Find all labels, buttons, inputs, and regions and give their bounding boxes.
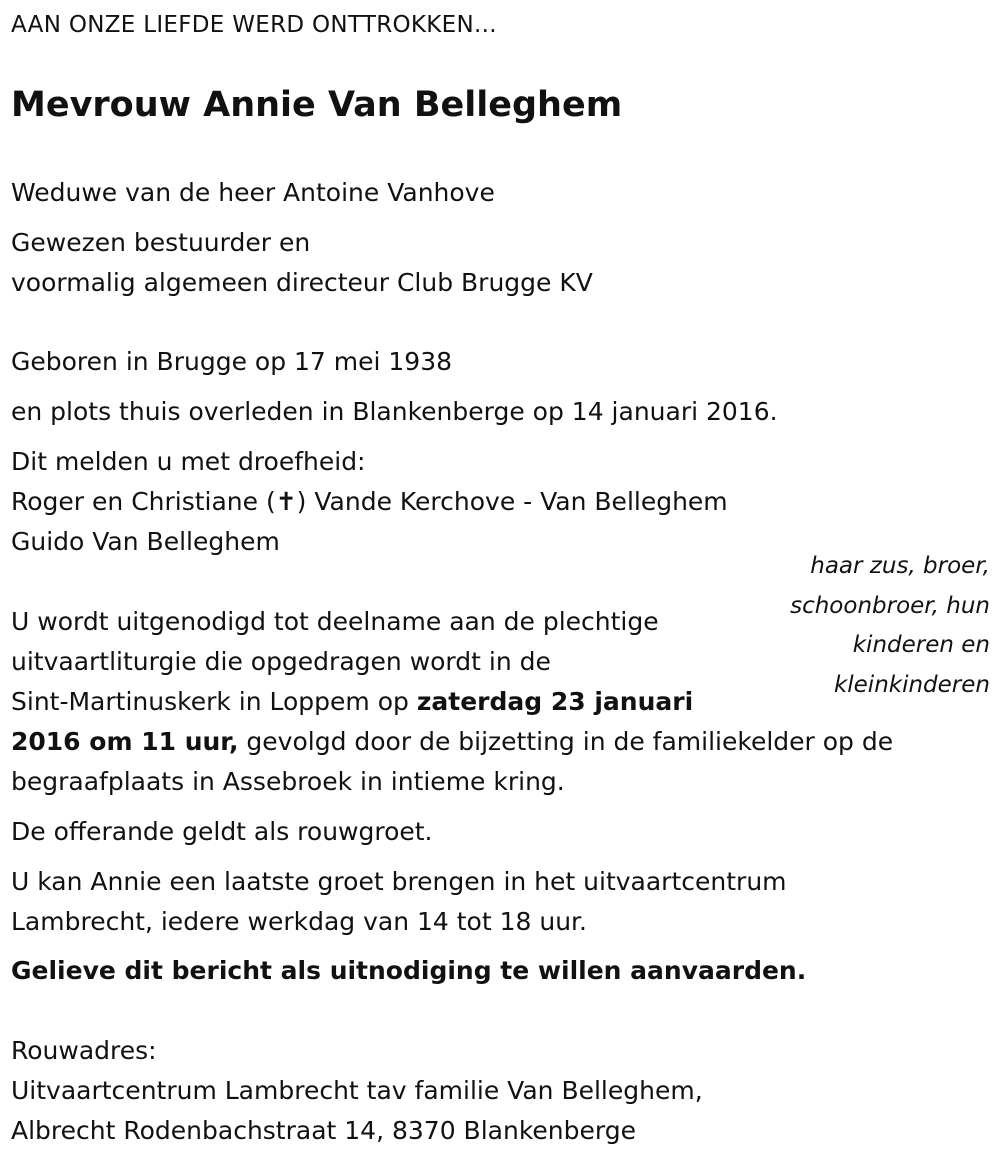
mourner-2: Guido Van Belleghem <box>11 527 280 556</box>
accept-text: Gelieve dit bericht als uitnodiging te willen aanvaarden. <box>11 956 807 985</box>
relatives-line-3: kinderen en <box>852 632 990 658</box>
address-line-1: Uitvaartcentrum Lambrecht tav familie Van Belleghem, <box>11 1076 703 1105</box>
offerande-text: De offerande geldt als rouwgroet. <box>11 817 433 846</box>
invite-line-1: U wordt uitgenodigd tot deelname aan de plechtige <box>11 607 659 636</box>
visit-line-1: U kan Annie een laatste groet brengen in het uitvaartcentrum <box>11 867 787 896</box>
invite-line-4 <box>11 727 893 757</box>
funeral-date: zaterdag 23 januari <box>416 687 694 716</box>
invite-line-2: uitvaartliturgie die opgedragen wordt in de <box>11 647 551 676</box>
invite-line-5: begraafplaats in Assebroek in intieme kring. <box>11 767 565 796</box>
relatives-line-2: schoonbroer, hun <box>790 593 990 619</box>
header-text: AAN ONZE LIEFDE WERD ONTTROKKEN... <box>11 12 497 38</box>
relatives-line-4: kleinkinderen <box>833 672 990 698</box>
born-text: Geboren in Brugge op 17 mei 1938 <box>11 347 453 376</box>
address-label: Rouwadres: <box>11 1036 157 1065</box>
widow-of-text: Weduwe van de heer Antoine Vanhove <box>11 178 495 207</box>
role-line-1: Gewezen bestuurder en <box>11 228 311 257</box>
announce-text: Dit melden u met droefheid: <box>11 447 366 476</box>
mourner-1: Roger en Christiane (✝) Vande Kerchove - Van Belleghem <box>11 487 728 516</box>
funeral-time: 2016 om 11 uur, <box>11 727 239 756</box>
invite-line-4-plain: gevolgd door de bijzetting in de familiekelder op de <box>238 727 894 756</box>
invite-line-3 <box>11 687 693 717</box>
relatives-line-1: haar zus, broer, <box>810 553 990 579</box>
visit-line-2: Lambrecht, iedere werkdag van 14 tot 18 uur. <box>11 907 587 936</box>
role-line-2: voormalig algemeen directeur Club Brugge KV <box>11 268 593 297</box>
address-line-2: Albrecht Rodenbachstraat 14, 8370 Blankenberge <box>11 1116 636 1145</box>
deceased-name: Mevrouw Annie Van Belleghem <box>11 85 623 125</box>
died-text: en plots thuis overleden in Blankenberge op 14 januari 2016. <box>11 397 778 426</box>
invite-line-3-plain: Sint-Martinuskerk in Loppem op <box>11 687 417 716</box>
